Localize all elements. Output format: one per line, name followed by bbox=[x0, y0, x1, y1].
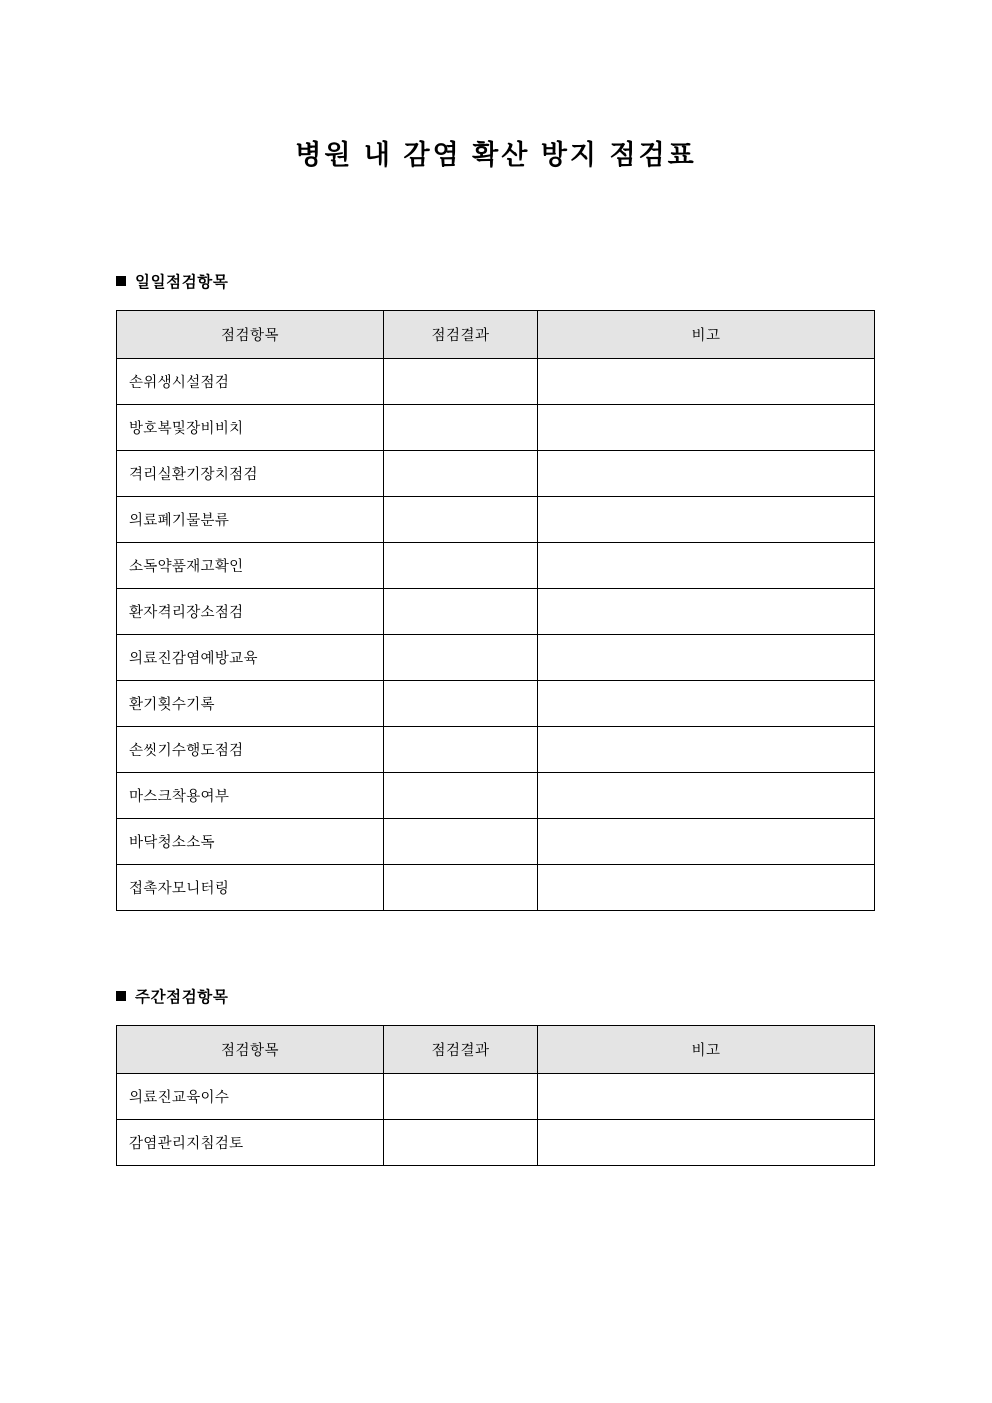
column-header-item: 점검항목 bbox=[117, 1026, 384, 1074]
column-header-note: 비고 bbox=[538, 1026, 875, 1074]
cell-item: 손씻기수행도점검 bbox=[117, 727, 384, 773]
cell-item: 환기횟수기록 bbox=[117, 681, 384, 727]
column-header-note: 비고 bbox=[538, 311, 875, 359]
cell-result[interactable] bbox=[384, 1074, 538, 1120]
column-header-result: 점검결과 bbox=[384, 1026, 538, 1074]
cell-note[interactable] bbox=[538, 819, 875, 865]
table-row bbox=[117, 405, 875, 451]
table-row bbox=[117, 543, 875, 589]
cell-note[interactable] bbox=[538, 543, 875, 589]
cell-note[interactable] bbox=[538, 359, 875, 405]
table-row bbox=[117, 589, 875, 635]
cell-item: 의료진교육이수 bbox=[117, 1074, 384, 1120]
weekly-checklist-table bbox=[116, 1025, 875, 1166]
section-heading-weekly-label: 주간점검항목 bbox=[135, 989, 229, 1006]
cell-item: 소독약품재고확인 bbox=[117, 543, 384, 589]
table-row bbox=[117, 359, 875, 405]
daily-checklist-table bbox=[116, 310, 875, 911]
cell-item: 마스크착용여부 bbox=[117, 773, 384, 819]
cell-result[interactable] bbox=[384, 819, 538, 865]
column-header-result: 점검결과 bbox=[384, 311, 538, 359]
cell-item: 의료폐기물분류 bbox=[117, 497, 384, 543]
table-row bbox=[117, 865, 875, 911]
section-heading-weekly bbox=[116, 985, 876, 1007]
cell-result[interactable] bbox=[384, 635, 538, 681]
cell-note[interactable] bbox=[538, 635, 875, 681]
cell-item: 손위생시설점검 bbox=[117, 359, 384, 405]
table-header-row bbox=[117, 311, 875, 359]
table-row bbox=[117, 727, 875, 773]
section-heading-daily-label: 일일점검항목 bbox=[135, 274, 229, 291]
cell-note[interactable] bbox=[538, 451, 875, 497]
table-row bbox=[117, 451, 875, 497]
cell-result[interactable] bbox=[384, 727, 538, 773]
table-row bbox=[117, 497, 875, 543]
cell-note[interactable] bbox=[538, 727, 875, 773]
cell-note[interactable] bbox=[538, 681, 875, 727]
section-daily-checklist bbox=[116, 270, 876, 911]
square-bullet-icon bbox=[116, 991, 126, 1001]
cell-note[interactable] bbox=[538, 1074, 875, 1120]
cell-item: 접촉자모니터링 bbox=[117, 865, 384, 911]
table-row bbox=[117, 1120, 875, 1166]
cell-note[interactable] bbox=[538, 497, 875, 543]
cell-note[interactable] bbox=[538, 589, 875, 635]
cell-note[interactable] bbox=[538, 405, 875, 451]
table-row bbox=[117, 773, 875, 819]
table-header-row bbox=[117, 1026, 875, 1074]
cell-note[interactable] bbox=[538, 773, 875, 819]
cell-item: 환자격리장소점검 bbox=[117, 589, 384, 635]
section-heading-daily bbox=[116, 270, 876, 292]
cell-item: 감염관리지침검토 bbox=[117, 1120, 384, 1166]
cell-result[interactable] bbox=[384, 497, 538, 543]
cell-result[interactable] bbox=[384, 405, 538, 451]
table-row bbox=[117, 635, 875, 681]
column-header-item: 점검항목 bbox=[117, 311, 384, 359]
cell-result[interactable] bbox=[384, 451, 538, 497]
table-row bbox=[117, 1074, 875, 1120]
cell-result[interactable] bbox=[384, 543, 538, 589]
cell-result[interactable] bbox=[384, 681, 538, 727]
table-row bbox=[117, 819, 875, 865]
cell-item: 방호복및장비비치 bbox=[117, 405, 384, 451]
page-title: 병원 내 감염 확산 방지 점검표 bbox=[295, 140, 697, 170]
cell-item: 격리실환기장치점검 bbox=[117, 451, 384, 497]
cell-result[interactable] bbox=[384, 359, 538, 405]
cell-result[interactable] bbox=[384, 773, 538, 819]
table-row bbox=[117, 681, 875, 727]
cell-note[interactable] bbox=[538, 865, 875, 911]
cell-result[interactable] bbox=[384, 1120, 538, 1166]
cell-item: 의료진감염예방교육 bbox=[117, 635, 384, 681]
cell-item: 바닥청소소독 bbox=[117, 819, 384, 865]
square-bullet-icon bbox=[116, 276, 126, 286]
cell-note[interactable] bbox=[538, 1120, 875, 1166]
cell-result[interactable] bbox=[384, 589, 538, 635]
cell-result[interactable] bbox=[384, 865, 538, 911]
section-weekly-checklist bbox=[116, 985, 876, 1166]
